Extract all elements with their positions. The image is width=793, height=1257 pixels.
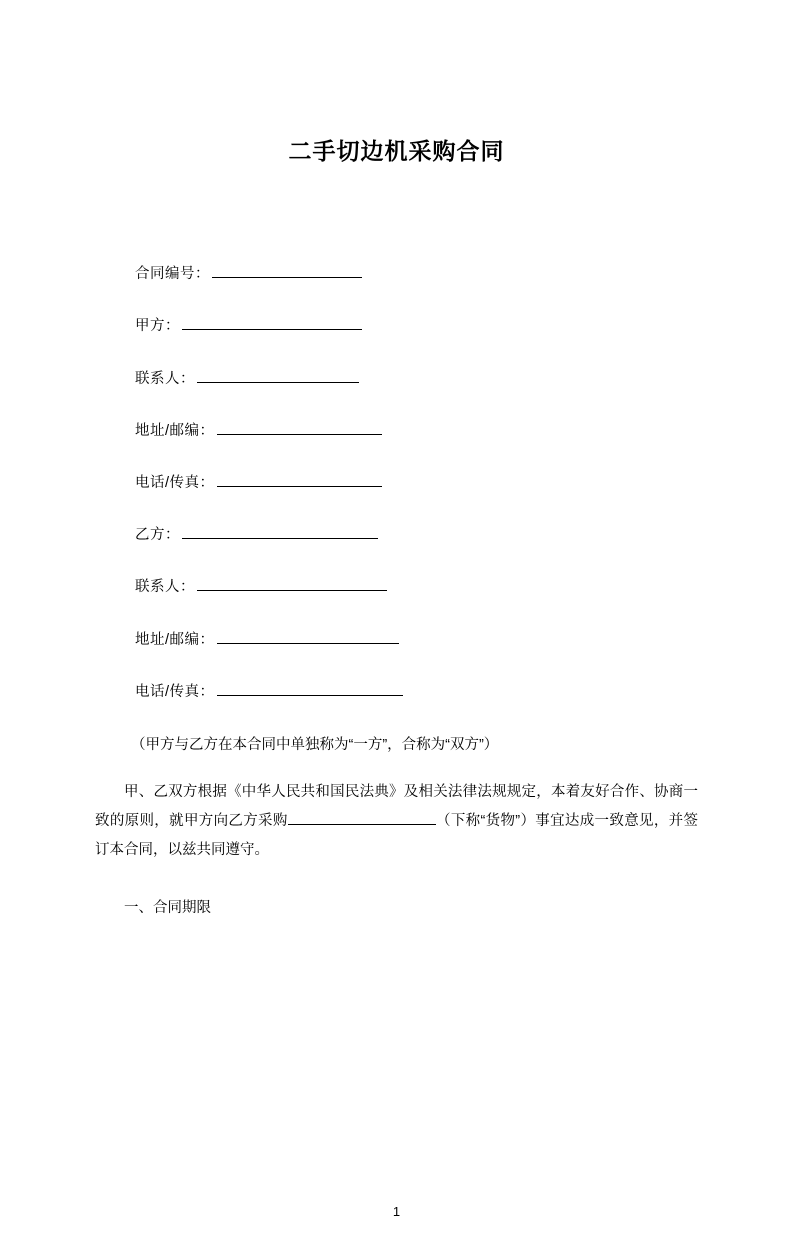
field-address-b <box>95 629 698 652</box>
field-label: 电话/传真： <box>135 474 215 491</box>
field-label: 联系人： <box>135 370 195 387</box>
preamble-text-part2: （下称“货物”）事宜达成一致意见，并签订本合同，以兹共同遵守。 <box>95 812 699 858</box>
field-label: 地址/邮编： <box>135 422 215 439</box>
page-number: 1 <box>392 1204 401 1219</box>
field-contact-b <box>95 576 698 599</box>
field-label: 地址/邮编： <box>135 631 215 648</box>
field-blank-address-b[interactable] <box>217 629 399 644</box>
field-phone-b <box>95 681 698 704</box>
field-label: 合同编号： <box>135 266 210 283</box>
field-contract-number <box>95 263 698 286</box>
field-label: 乙方： <box>135 527 180 544</box>
field-label: 联系人： <box>135 579 195 596</box>
field-blank-phone-a[interactable] <box>217 472 382 487</box>
field-blank-phone-b[interactable] <box>217 681 403 696</box>
page-title: 二手切边机采购合同 <box>288 138 505 164</box>
preamble-paragraph <box>95 778 698 865</box>
field-party-a <box>95 315 698 338</box>
field-label: 电话/传真： <box>135 683 215 700</box>
field-blank-address-a[interactable] <box>217 420 382 435</box>
document-page <box>0 135 793 1257</box>
contract-fields <box>95 263 698 704</box>
goods-blank[interactable] <box>288 810 436 825</box>
field-blank-contact-b[interactable] <box>197 576 387 591</box>
field-phone-a <box>95 472 698 495</box>
field-party-b <box>95 524 698 547</box>
section-heading-term: 一、合同期限 <box>124 899 211 916</box>
field-blank-contact-a[interactable] <box>197 368 359 383</box>
preamble-text-part1: 甲、乙双方根据《中华人民共和国民法典》及相关法律法规规定，本着友好合作、协商一致的原则，就甲方向乙方采购 <box>95 783 698 829</box>
parties-note: （甲方与乙方在本合同中单独称为“一方”，合称为“双方”） <box>131 736 499 753</box>
field-blank-party-b[interactable] <box>182 524 378 539</box>
field-blank-contract-number[interactable] <box>212 263 362 278</box>
field-label: 甲方： <box>135 318 180 335</box>
field-blank-party-a[interactable] <box>182 315 362 330</box>
field-contact-a <box>95 368 698 391</box>
field-address-a <box>95 420 698 443</box>
